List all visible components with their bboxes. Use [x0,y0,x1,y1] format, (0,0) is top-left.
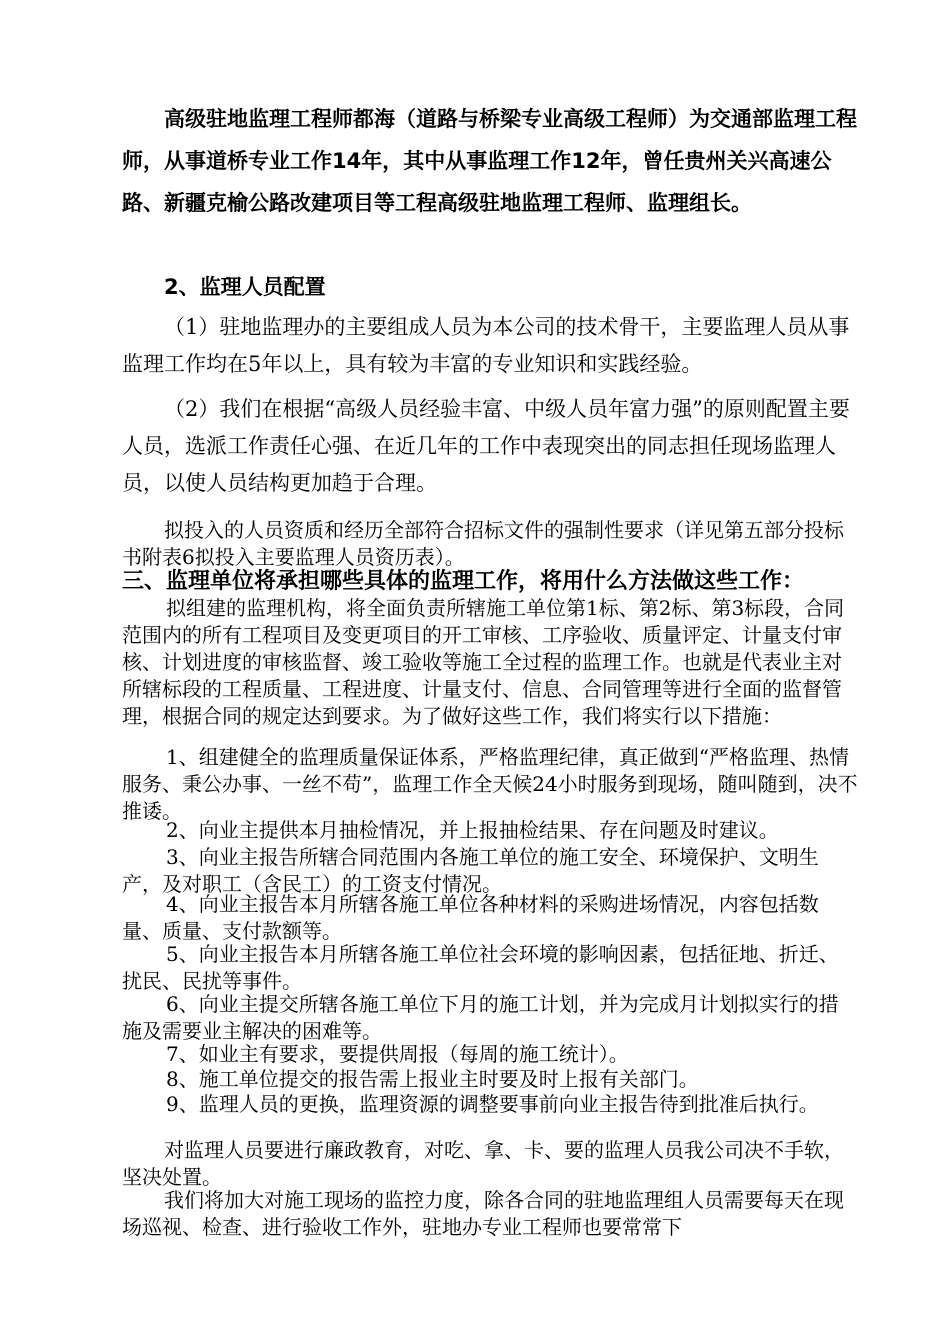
intro-paragraph: 高级驻地监理工程师都海（道路与桥梁专业高级工程师）为交通部监理工程师，从事道桥专业工作14年，其中从事监理工作12年，曾任贵州关兴高速公路、新疆克榆公路改建项目等工程高级驻地监理工程师、监理组长。 [122,107,857,215]
measure-5: 5、向业主报告本月所辖各施工单位社会环境的影响因素，包括征地、折迁、扰民、民扰等事件。 [122,942,839,993]
discipline-paragraph: 对监理人员要进行廉政教育，对吃、拿、卡、要的监理人员我公司决不手软，坚决处置。 [122,1138,844,1189]
staffing-item-2: （2）我们在根据“高级人员经验丰富、中级人员年富力强”的原则配置主要人员，选派工作责任心强、在近几年的工作中表现突出的同志担任现场监理人员，以使人员结构更加趋于合理。 [122,397,850,495]
section-3-heading: 三、监理单位将承担哪些具体的监理工作，将用什么方法做这些工作： [122,569,805,594]
measure-1: 1、组建健全的监理质量保证体系，严格监理纪律，真正做到“严格监理、热情服务、秉公办事、一丝不苟”，监理工作全天候24小时服务到现场，随叫随到，决不推诿。 [122,745,858,823]
section-2-heading: 2、监理人员配置 [164,275,326,299]
measure-2: 2、向业主提供本月抽检情况，并上报抽检结果、存在问题及时建议。 [166,818,779,842]
staffing-item-1: （1）驻地监理办的主要组成人员为本公司的技术骨干，主要监理人员从事监理工作均在5年以上，具有较为丰富的专业知识和实践经验。 [122,315,850,376]
qualification-note: 拟投入的人员资质和经历全部符合招标文件的强制性要求（详见第五部分投标书附表6拟投入主要监理人员资历表）。 [122,518,844,569]
measure-6: 6、向业主提交所辖各施工单位下月的施工计划，并为完成月计划拟实行的措施及需要业主解决的困难等。 [122,992,839,1043]
measure-9: 9、监理人员的更换，监理资源的调整要事前向业主报告待到批准后执行。 [166,1092,819,1116]
measure-7: 7、如业主有要求，要提供周报（每周的施工统计）。 [166,1042,629,1066]
measure-3: 3、向业主报告所辖合同范围内各施工单位的施工安全、环境保护、文明生产，及对职工（含民工）的工资支付情况。 [122,845,819,896]
measure-4: 4、向业主报告本月所辖各施工单位各种材料的采购进场情况，内容包括数量、质量、支付款额等。 [122,892,819,943]
section-3-intro: 拟组建的监理机构，将全面负责所辖施工单位第1标、第2标、第3标段，合同范围内的所有工程项目及变更项目的开工审核、工序验收、质量评定、计量支付审核、计划进度的审核监督、竣工验收等施工全过程的监理工作。也就是代表业主对所辖标段的工程质量、工程进度、计量支付、信息、合同管理等进行全面的监督管理，根据合同的规定达到要求。为了做好这些工作，我们将实行以下措施： [122,596,845,728]
monitoring-paragraph: 我们将加大对施工现场的监控力度，除各合同的驻地监理组人员需要每天在现场巡视、检查、进行验收工作外，驻地办专业工程师也要常常下 [122,1188,844,1239]
measure-8: 8、施工单位提交的报告需上报业主时要及时上报有关部门。 [166,1067,699,1091]
